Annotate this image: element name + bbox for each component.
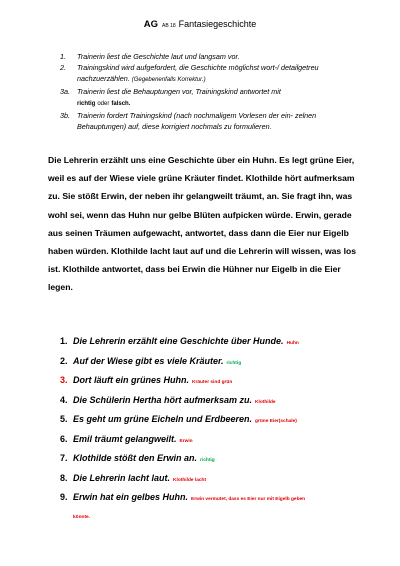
statement-text: Dort läuft ein grünes Huhn. — [73, 375, 189, 385]
statement-text: Auf der Wiese gibt es viele Kräuter. — [73, 355, 224, 366]
instruction-text: Trainerin liest die Geschichte laut und langsam vor. — [77, 52, 240, 61]
statement-item — [60, 395, 360, 415]
instruction-item — [60, 110, 360, 132]
instruction-number: 3b. — [60, 111, 70, 120]
statement-number: 1. — [60, 336, 68, 346]
instruction-item — [60, 86, 360, 110]
statement-text: Erwin hat ein gelbes Huhn. — [73, 492, 189, 502]
instruction-text-main: Trainerin liest die Behauptungen vor, Trainingskind antwortet mit — [77, 87, 281, 96]
instruction-text: Trainerin fordert Trainingskind (nach nochmaligem Vorlesen der ein- zelnen Behauptungen) auf, diese korrigiert nochmals zu formulieren. — [77, 111, 317, 131]
statement-number: 5. — [60, 414, 68, 424]
instructions-list — [60, 51, 360, 132]
statement-item — [60, 356, 360, 376]
instruction-number: 3a. — [60, 87, 70, 96]
option-falsch: falsch. — [111, 101, 131, 107]
statement-item — [60, 414, 360, 434]
statement-correction: richtig — [200, 458, 215, 463]
statement-number: 2. — [60, 355, 68, 366]
statement-item — [60, 492, 360, 526]
statement-text: Emil träumt gelangweilt. — [73, 433, 177, 444]
page-header — [0, 19, 400, 30]
story-paragraph: Die Lehrerin erzählt uns eine Geschichte über ein Huhn. Es legt grüne Eier, weil es auf der Wiese viele grüne Kräuter findet. Klothilde hört aufmerksam zu. Sie stößt Erwin, der neben ihr gelangweilt träumt, an. Sie fragt ihn, was wohl sei, wenn das Huhn nur gelbe Blüten aufpicken würde. Erwin, gerade aus seinen Träumen aufgewacht, antwortet, dass dann die Eier nur Eigelb haben würden. Klothilde lacht laut auf und die Lehrerin will wissen, was los ist. Klothilde antwortet, dass bei Erwin die Hühner nur Eigelb in die Eier legen. — [48, 155, 356, 293]
statement-text: Die Schülerin Hertha hört aufmerksam zu. — [73, 394, 253, 405]
instruction-note: (Gegebenenfalls Korrektur.) — [131, 77, 206, 83]
statement-number: 8. — [60, 472, 68, 483]
statement-number: 3. — [60, 375, 68, 385]
header-ab: AB 18 — [162, 23, 176, 29]
statement-list — [60, 336, 360, 526]
instruction-number: 1. — [60, 52, 66, 61]
instruction-number: 2. — [60, 63, 66, 72]
instruction-text — [77, 62, 360, 86]
instruction-item — [60, 62, 360, 86]
statement-number: 4. — [60, 394, 68, 405]
statement-item — [60, 336, 360, 356]
statement-number: 6. — [60, 433, 68, 444]
statement-text: Klothilde stößt den Erwin an. — [73, 453, 198, 463]
page-title: Fantasiegeschichte — [178, 19, 257, 29]
statement-correction: Erwin vermutet, dass es Eier nur mit Eigelb geben — [191, 497, 306, 502]
instruction-item — [60, 51, 360, 62]
statement-item — [60, 434, 360, 454]
statement-number: 7. — [60, 453, 68, 463]
statement-correction: Klothilde lacht — [173, 477, 207, 483]
statement-item — [60, 375, 360, 395]
statement-correction: Klothilde — [255, 399, 276, 405]
statement-correction-continued: könnte. — [73, 515, 91, 520]
option-oder: oder — [97, 101, 110, 107]
statement-item — [60, 473, 360, 493]
option-richtig: richtig — [77, 101, 96, 107]
statement-correction: Huhn — [286, 341, 299, 346]
statement-correction: grüne Eier(schale) — [255, 419, 297, 424]
header-ag: AG — [143, 19, 159, 30]
statement-correction: Erwin — [179, 438, 193, 444]
statement-item — [60, 453, 360, 473]
statement-correction: richtig — [226, 360, 242, 366]
statement-correction: Kräuter sind grün — [192, 380, 233, 385]
statement-text: Die Lehrerin lacht laut. — [73, 472, 171, 483]
statement-text: Es geht um grüne Eicheln und Erdbeeren. — [73, 414, 253, 424]
statement-text: Die Lehrerin erzählt eine Geschichte über Hunde. — [73, 336, 284, 346]
instruction-text-main: Trainingskind wird aufgefordert, die Geschichte möglichst wort-/ detailgetreu nachzuerzählen. — [77, 63, 319, 83]
statement-number: 9. — [60, 492, 68, 502]
instruction-text — [77, 86, 360, 110]
